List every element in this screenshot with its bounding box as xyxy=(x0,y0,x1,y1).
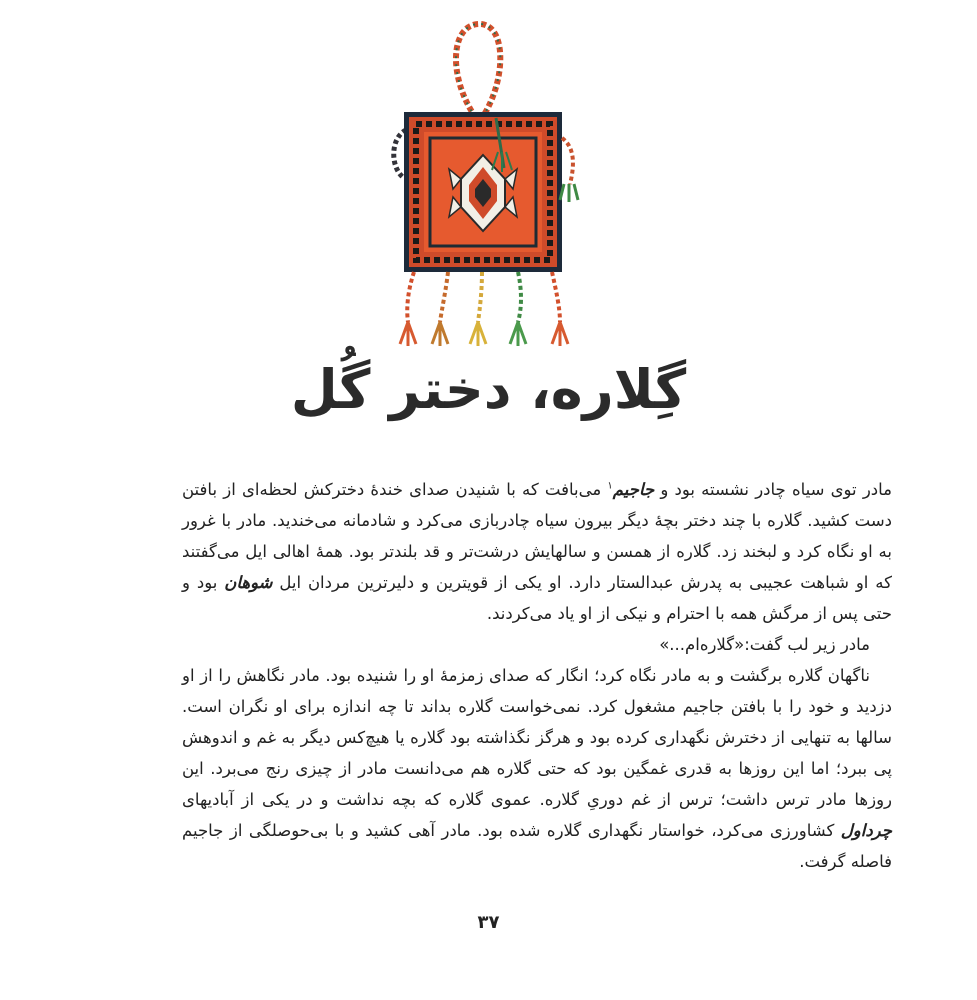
paragraph-3 xyxy=(182,660,892,877)
paragraph-1-text-a: مادر توی سیاه چادر نشسته بود و xyxy=(654,480,893,499)
page-number: ۳۷ xyxy=(477,912,500,933)
paragraph-3-text-b: کشاورزی می‌کرد، خواستار نگهداری گلاره شده بود. مادر آهی کشید و با بی‌حوصلگی از جاجیم فاصله گرفت. xyxy=(182,821,892,871)
term-chardavol: چرداول xyxy=(840,821,892,840)
paragraph-1-text-c: بود و حتی پس از مرگش همه با احترام و نیکی از او یاد می‌کردند. xyxy=(182,573,892,623)
term-shuhan: شوهان xyxy=(224,573,273,592)
woven-bag-illustration xyxy=(378,18,604,348)
term-jajim: جاجیم xyxy=(612,480,655,499)
footnote-marker: ۱ xyxy=(607,480,613,492)
paragraph-2: مادر زیر لب گفت:«گلاره‌ام...» xyxy=(659,635,870,654)
chapter-body xyxy=(182,474,892,877)
paragraph-1 xyxy=(182,474,892,629)
paragraph-3-text-a: ناگهان گلاره برگشت و به مادر نگاه کرد؛ انگار که صدای زمزمهٔ او را شنیده بود. مادر نگاهش را از او دزدید و خود را با بافتن جاجیم مشغول کرد. نمی‌خواست گلاره بداند تا چه اندازه برای او نگران است. سالها به تنهایی از دخترش نگهداری کرده بود و هرگز نگذاشته بود گلاره یا هیچ‌کس دیگر به غم و اندوهش پی ببرد؛ اما این روزها به قدری غمگین بود که حتی گلاره هم می‌دانست مادر از چیزی رنج می‌برد. این روزها مادر ترس داشت؛ ترس از غم دوریِ گلاره. عموی گلاره که بچه نداشت و در یکی از آبادیهای xyxy=(182,666,892,809)
chapter-title: گِلاره، دختر گُل xyxy=(290,358,687,421)
paragraph-1-text-b: می‌بافت که با شنیدن صدای خندهٔ دخترکش لحظه‌ای از بافتن دست کشید. گلاره با چند دختر بچهٔ دیگر بیرون سیاه چادربازی می‌کرد و شادمانه می‌خندید. مادر با غرور به او نگاه کرد و لبخند زد. گلاره از همسن و سالهایش درشت‌تر و قد بلندتر بود. همهٔ اهالی ایل می‌گفتند که او شباهت عجیبی به پدرش عبدالستار دارد. او یکی از قویترین و دلیرترین مردان ایل xyxy=(182,480,893,592)
